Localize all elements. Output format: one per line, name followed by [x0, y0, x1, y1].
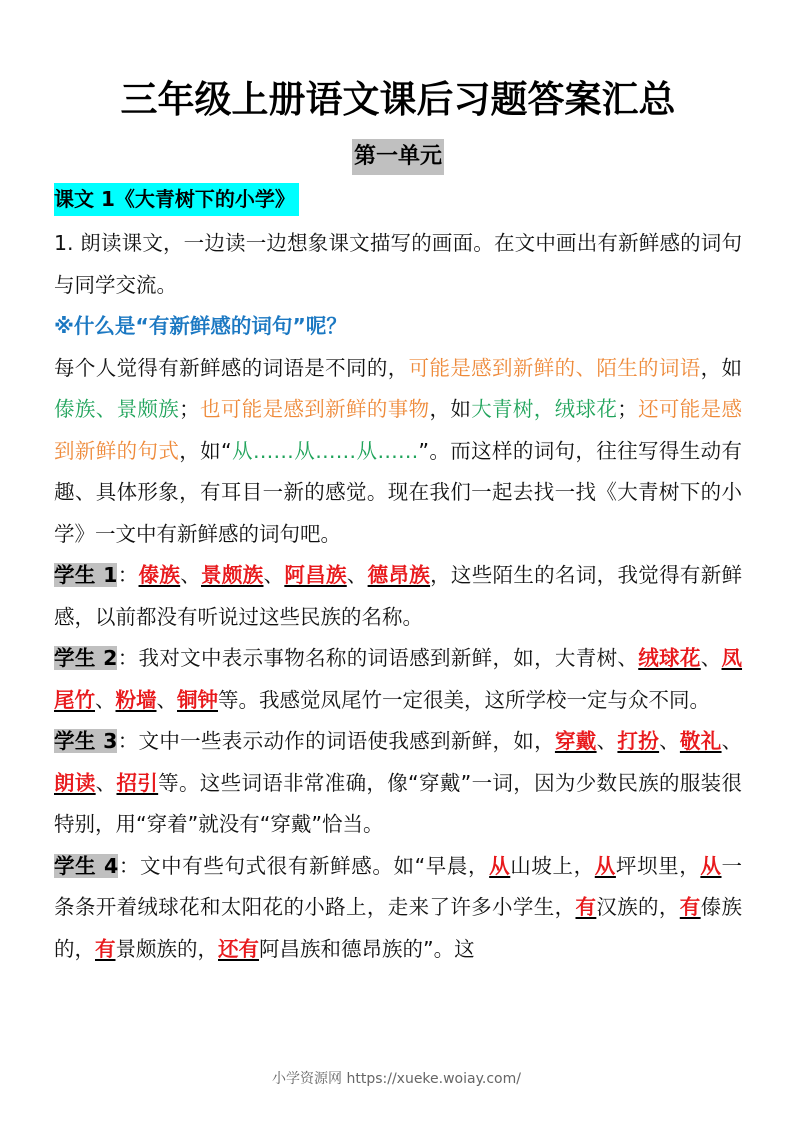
explanation-text: ，如“: [179, 438, 232, 463]
answer-text: 、: [180, 563, 202, 587]
answer-text: 、: [659, 729, 680, 753]
unit-heading: 第一单元: [352, 139, 444, 175]
document-body: [54, 223, 742, 970]
footer-watermark: 小学资源网 https://xueke.woiay.com/: [272, 1071, 521, 1087]
highlight-green-text: 傣族、景颇族: [54, 397, 180, 421]
keyword: 从: [594, 853, 616, 878]
answer-text: 等。我感觉凤尾竹一定很美，这所学校一定与众不同。: [218, 687, 710, 712]
keyword: 敬礼: [679, 729, 722, 753]
explanation-text: ；: [617, 397, 638, 421]
keyword: 从: [700, 853, 722, 878]
highlight-orange-text: 可能是感到新鲜的、陌生的词语: [408, 355, 701, 380]
keyword: 还有: [218, 936, 259, 961]
keyword: 朗读: [54, 770, 96, 795]
keyword: 有: [575, 895, 597, 919]
question-1: [54, 223, 742, 306]
answer-text: 、: [263, 563, 285, 587]
student-label: 学生 2: [54, 646, 118, 670]
answer-text: 景颇族的，: [115, 936, 218, 961]
keyword: 德昂族: [367, 563, 431, 587]
document-title: 三年级上册语文课后习题答案汇总: [120, 78, 676, 121]
keyword: 从: [489, 853, 511, 878]
keyword: 粉墙: [115, 687, 157, 712]
answer-text: ：文中一些表示动作的词语使我感到新鲜，如，: [117, 729, 555, 753]
keyword: 铜钟: [177, 687, 218, 712]
keyword: 景颇族: [201, 563, 264, 587]
keyword: 有: [95, 936, 116, 961]
answer-text: 等。这些词语非常准确，像“穿戴”一词，因为少数民族的服装很特别，用“穿着”就没有“穿戴”恰当。: [54, 770, 743, 836]
question-1-text: 1. 朗读课文，一边读一边想象课文描写的画面。在文中画出有新鲜感的词句与同学交流。: [54, 231, 742, 297]
keyword: 凤尾竹: [54, 646, 743, 712]
explanation-text: ”。而这样的词句，往往写得生动有趣、具体形象，有耳目一新的感觉。现在我们一起去找一找《大青树下的小学》一文中有新鲜感的词句吧。: [54, 438, 743, 546]
explanation-title: ※什么是“有新鲜感的词句”呢？: [54, 314, 347, 338]
student-4-answer: [54, 846, 742, 971]
explanation-text: ，如: [700, 355, 742, 380]
answer-text: 、: [95, 687, 116, 712]
answer-text: ，这些陌生的名词，我觉得有新鲜感，以前都没有听说过这些民族的名称。: [54, 563, 743, 629]
student-2-answer: [54, 638, 742, 721]
answer-text: 、: [95, 770, 117, 795]
highlight-green-text: 大青树，绒球花: [471, 397, 618, 421]
keyword: 招引: [116, 770, 159, 795]
answer-text: 阿昌族和德昂族的”。这: [259, 936, 475, 961]
lesson-heading: 课文 1《大青树下的小学》: [54, 183, 299, 216]
answer-text: 、: [700, 646, 722, 670]
answer-text: 、: [156, 687, 177, 712]
answer-text: 一条条开着绒球花和太阳花的小路上，走来了许多小学生，: [54, 853, 743, 919]
explanation-paragraph: [54, 348, 742, 556]
answer-text: 傣族的，: [54, 895, 742, 961]
student-label: 学生 3: [54, 729, 118, 753]
student-3-answer: [54, 721, 742, 846]
answer-text: ：文中有些句式很有新鲜感。如“早晨，: [118, 853, 490, 878]
answer-text: 山坡上，: [510, 853, 595, 878]
student-1-answer: [54, 555, 742, 638]
highlight-green-text: 从……从……从……: [231, 438, 419, 463]
keyword: 有: [679, 895, 701, 919]
unit-heading-wrapper: [54, 139, 742, 175]
keyword: 绒球花: [638, 646, 701, 670]
keyword: 穿戴: [554, 729, 597, 753]
answer-text: ：我对文中表示事物名称的词语感到新鲜，如，大青树、: [117, 646, 639, 670]
answer-text: 、: [721, 729, 743, 753]
answer-text: ：: [117, 563, 139, 587]
highlight-orange-text: 还可能是感到新鲜的句式: [54, 397, 742, 463]
keyword: 打扮: [617, 729, 660, 753]
explanation-text: 每个人觉得有新鲜感的词语是不同的，: [54, 355, 409, 380]
keyword: 阿昌族: [284, 563, 347, 587]
answer-text: 、: [346, 563, 368, 587]
explanation-text: ，如: [429, 397, 472, 421]
explanation-text: ；: [179, 397, 200, 421]
answer-text: 、: [596, 729, 618, 753]
answer-text: 汉族的，: [596, 895, 680, 919]
keyword: 傣族: [138, 563, 181, 587]
student-label: 学生 4: [54, 853, 119, 878]
highlight-orange-text: 也可能是感到新鲜的事物: [199, 397, 430, 421]
answer-text: 坪坝里，: [615, 853, 701, 878]
student-label: 学生 1: [54, 563, 118, 587]
